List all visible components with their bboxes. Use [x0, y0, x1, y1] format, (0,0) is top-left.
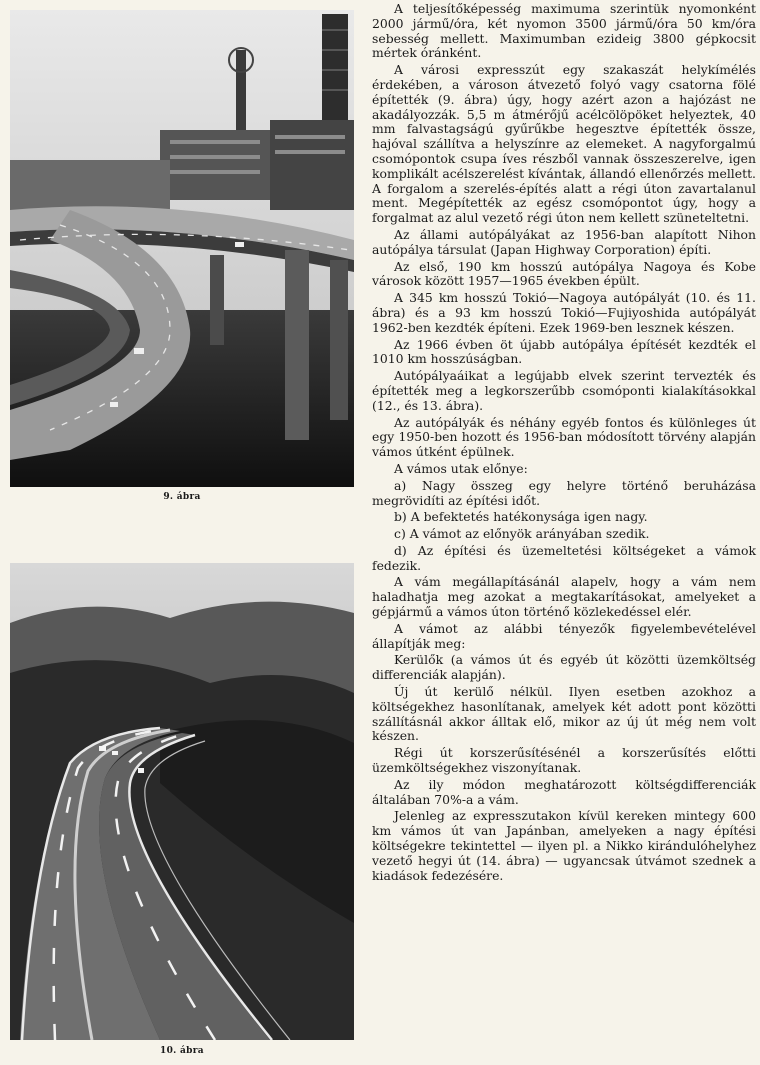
paragraph: A teljesítőképesség maximuma szerintük nyomonként 2000 jármű/óra, két nyomon 3500 jármű/óra 50 km/óra sebesség mellett. Maximumban ezideig 3800 gépkocsit mértek óránként. [372, 1, 756, 61]
list-item: b) A befektetés hatékonysága igen nagy. [394, 509, 648, 525]
paragraph: Régi út korszerűsítésénél a korszerűsítés előtti üzemköltségekhez viszonyítanak. [372, 745, 756, 776]
list-item: c) A vámot az előnyök arányában szedik. [394, 526, 650, 542]
paragraph: Autópályaáikat a legújabb elvek szerint tervezték és építették meg a legkorszerűbb csomóponti kialakításokkal (12., és 13. ábra). [372, 368, 756, 413]
list-item: d) Az építési és üzemeltetési költségeket a vámok fedezik. [372, 542, 756, 573]
paragraph: Az 1966 évben öt újabb autópálya építését kezdték el 1010 km hosszúságban. [372, 336, 756, 367]
article-text-column [372, 2, 756, 885]
paragraph: Új út kerülő nélkül. Ilyen esetben azokhoz a költségekhez hasonlítanak, amelyek két adott pont közötti szállításnál akkor álltak elő, mikor az új út még nem volt készen. [372, 684, 756, 744]
figure-10-caption: 10. ábra [160, 1046, 204, 1056]
figure-9-caption: 9. ábra [163, 492, 201, 502]
paragraph: Jelenleg az expresszutakon kívül kereken mintegy 600 km vámos út van Japánban, amelyeken a nagy építési költségekre tekintettel — ilyen pl. a Nikko kirándulóhelyhez vezető hegyi út (14. ábra) — ugyancsak útvámot szednek a kiadások fedezésére. [372, 808, 756, 883]
figure-9-photo [10, 10, 354, 487]
paragraph: Kerülők (a vámos út és egyéb út közötti üzemköltség differenciák alapján). [372, 652, 756, 683]
paragraph: A városi expresszút egy szakaszát helykímélés érdekében, a városon átvezető folyó vagy csatorna fölé építették (9. ábra) úgy, hogy azért azon a hajózást ne akadályozzák. 5,5 m átmérőjű acélcölöpöket helyeztek, 40 mm falvastagságú gyűrűkbe hegesztve építették össze, hajóval szállítva a helyszínre az elemeket. A nagyforgalmú csomópontok csupa íves részből vannak összeszerelve, igen komplikált acélszerelést kívántak, állandó ellenőrzés mellett. A forgalom a szerelés-építés alatt a régi úton zavartalanul ment. Megépítették az egész csomópontot úgy, hogy a forgalmat az alul vezető régi úton nem kellett szüneteltetni. [372, 62, 756, 226]
paragraph: Az első, 190 km hosszú autópálya Nagoya és Kobe városok között 1957—1965 években épült. [372, 258, 756, 289]
paragraph: Az autópályák és néhány egyéb fontos és különleges út egy 1950-ben hozott és 1956-ban módosított törvény alapján vámos útként épülnek. [372, 414, 756, 460]
paragraph: A vám megállapításánál alapelv, hogy a vám nem haladhatja meg azokat a megtakarításokat, amelyeket a gépjármű a vámos úton történő közlekedéssel elér. [372, 574, 756, 620]
list-item: a) Nagy összeg egy helyre történő beruházása megrövidíti az építési időt. [372, 477, 756, 508]
paragraph: Az ily módon meghatározott költségdifferenciák általában 70%-a a vám. [372, 776, 756, 807]
paragraph: A vámot az alábbi tényezők figyelembevételével állapítják meg: [372, 620, 756, 651]
paragraph: Az állami autópályákat az 1956-ban alapított Nihon autópálya társulat (Japan Highway Corporation) építi. [372, 226, 756, 257]
paragraph: A vámos utak előnye: [394, 460, 528, 476]
figure-10-photo [10, 563, 354, 1040]
paragraph: A 345 km hosszú Tokió—Nagoya autópályát (10. és 11. ábra) és a 93 km hosszú Tokió—Fujiyoshida autópályát 1962-ben kezdték építeni. Ezek 1969-ben lesznek készen. [372, 290, 756, 335]
